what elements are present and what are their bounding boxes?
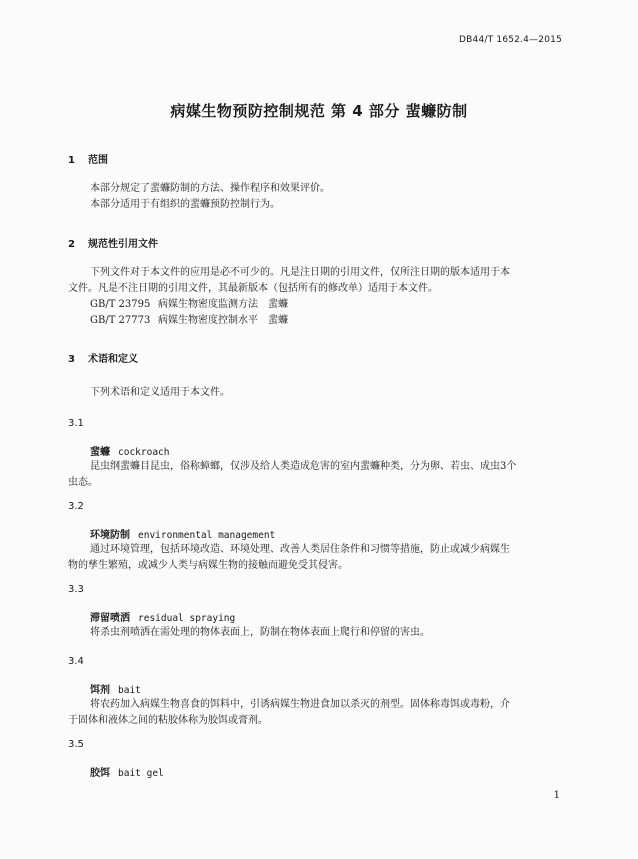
section-number: 1	[68, 155, 75, 166]
page-number: 1	[553, 790, 560, 801]
section-title: 术语和定义	[88, 354, 138, 365]
term-3-1	[90, 443, 169, 458]
term-name: 环境防制	[90, 530, 130, 541]
term-english: bait	[118, 685, 141, 696]
term-english: environmental management	[138, 530, 276, 541]
term-3-3-definition-line-1: 将杀虫剂喷洒在需处理的物体表面上，防制在物体表面上爬行和停留的害虫。	[90, 627, 430, 638]
references-line-1: 下列文件对于本文件的应用是必不可少的。凡是注日期的引用文件，仅所注日期的版本适用于本	[90, 267, 510, 278]
reference-code: GB/T 27773	[90, 315, 151, 326]
term-3-4	[90, 681, 141, 696]
term-name: 滞留喷洒	[90, 613, 130, 624]
term-3-1-definition-line-2: 虫态。	[68, 477, 98, 488]
section-title: 规范性引用文件	[88, 239, 158, 250]
term-3-2-definition-line-2: 物的孳生繁殖，或减少人类与病媒生物的接触而避免受其侵害。	[68, 560, 348, 571]
term-3-4-definition-line-2: 于固体和液体之间的粘胶体称为胶饵或膏剂。	[68, 715, 268, 726]
term-english: residual spraying	[138, 613, 236, 624]
document-code: DB44/T 1652.4—2015	[459, 35, 562, 45]
term-3-3-number: 3.3	[68, 584, 84, 595]
reference-code: GB/T 23795	[90, 299, 151, 310]
term-name: 饵剂	[90, 685, 110, 696]
term-3-3	[90, 609, 235, 624]
term-3-5	[90, 764, 164, 779]
section-2-heading	[68, 235, 158, 250]
term-3-1-definition-line-1: 昆虫纲蜚蠊目昆虫，俗称蟑螂，仅涉及给人类造成危害的室内蜚蠊种类，分为卵、若虫、成虫3个	[90, 461, 517, 472]
scope-line-1: 本部分规定了蜚蠊防制的方法、操作程序和效果评价。	[90, 183, 330, 194]
reference-title: 病媒生物密度监测方法 蜚蠊	[158, 299, 288, 310]
reference-doc-1	[90, 297, 288, 313]
term-3-2	[90, 526, 275, 541]
term-english: cockroach	[118, 447, 170, 458]
term-3-4-number: 3.4	[68, 656, 84, 667]
term-3-2-definition-line-1: 通过环境管理，包括环境改造、环境处理、改善人类居住条件和习惯等措施，防止或减少病媒生	[90, 544, 510, 555]
section-3-heading	[68, 350, 138, 365]
section-number: 3	[68, 354, 75, 365]
terms-intro: 下列术语和定义适用于本文件。	[90, 387, 230, 398]
section-number: 2	[68, 239, 75, 250]
term-3-1-number: 3.1	[68, 418, 84, 429]
reference-title: 病媒生物密度控制水平 蜚蠊	[158, 315, 288, 326]
term-3-2-number: 3.2	[68, 501, 84, 512]
reference-doc-2	[90, 313, 288, 329]
term-english: bait gel	[118, 768, 164, 779]
section-1-heading	[68, 151, 108, 166]
term-3-4-definition-line-1: 将农药加入病媒生物喜食的饵料中，引诱病媒生物进食加以杀灭的剂型。固体称毒饵或毒粉，介	[90, 699, 510, 710]
term-name: 蜚蠊	[90, 447, 110, 458]
term-name: 胶饵	[90, 768, 110, 779]
document-title: 病媒生物预防控制规范 第 4 部分 蜚蠊防制	[170, 102, 468, 120]
term-3-5-number: 3.5	[68, 739, 84, 750]
references-line-2: 文件。凡是不注日期的引用文件，其最新版本（包括所有的修改单）适用于本文件。	[68, 283, 438, 294]
section-title: 范围	[88, 155, 108, 166]
scope-line-2: 本部分适用于有组织的蜚蠊预防控制行为。	[90, 199, 280, 210]
